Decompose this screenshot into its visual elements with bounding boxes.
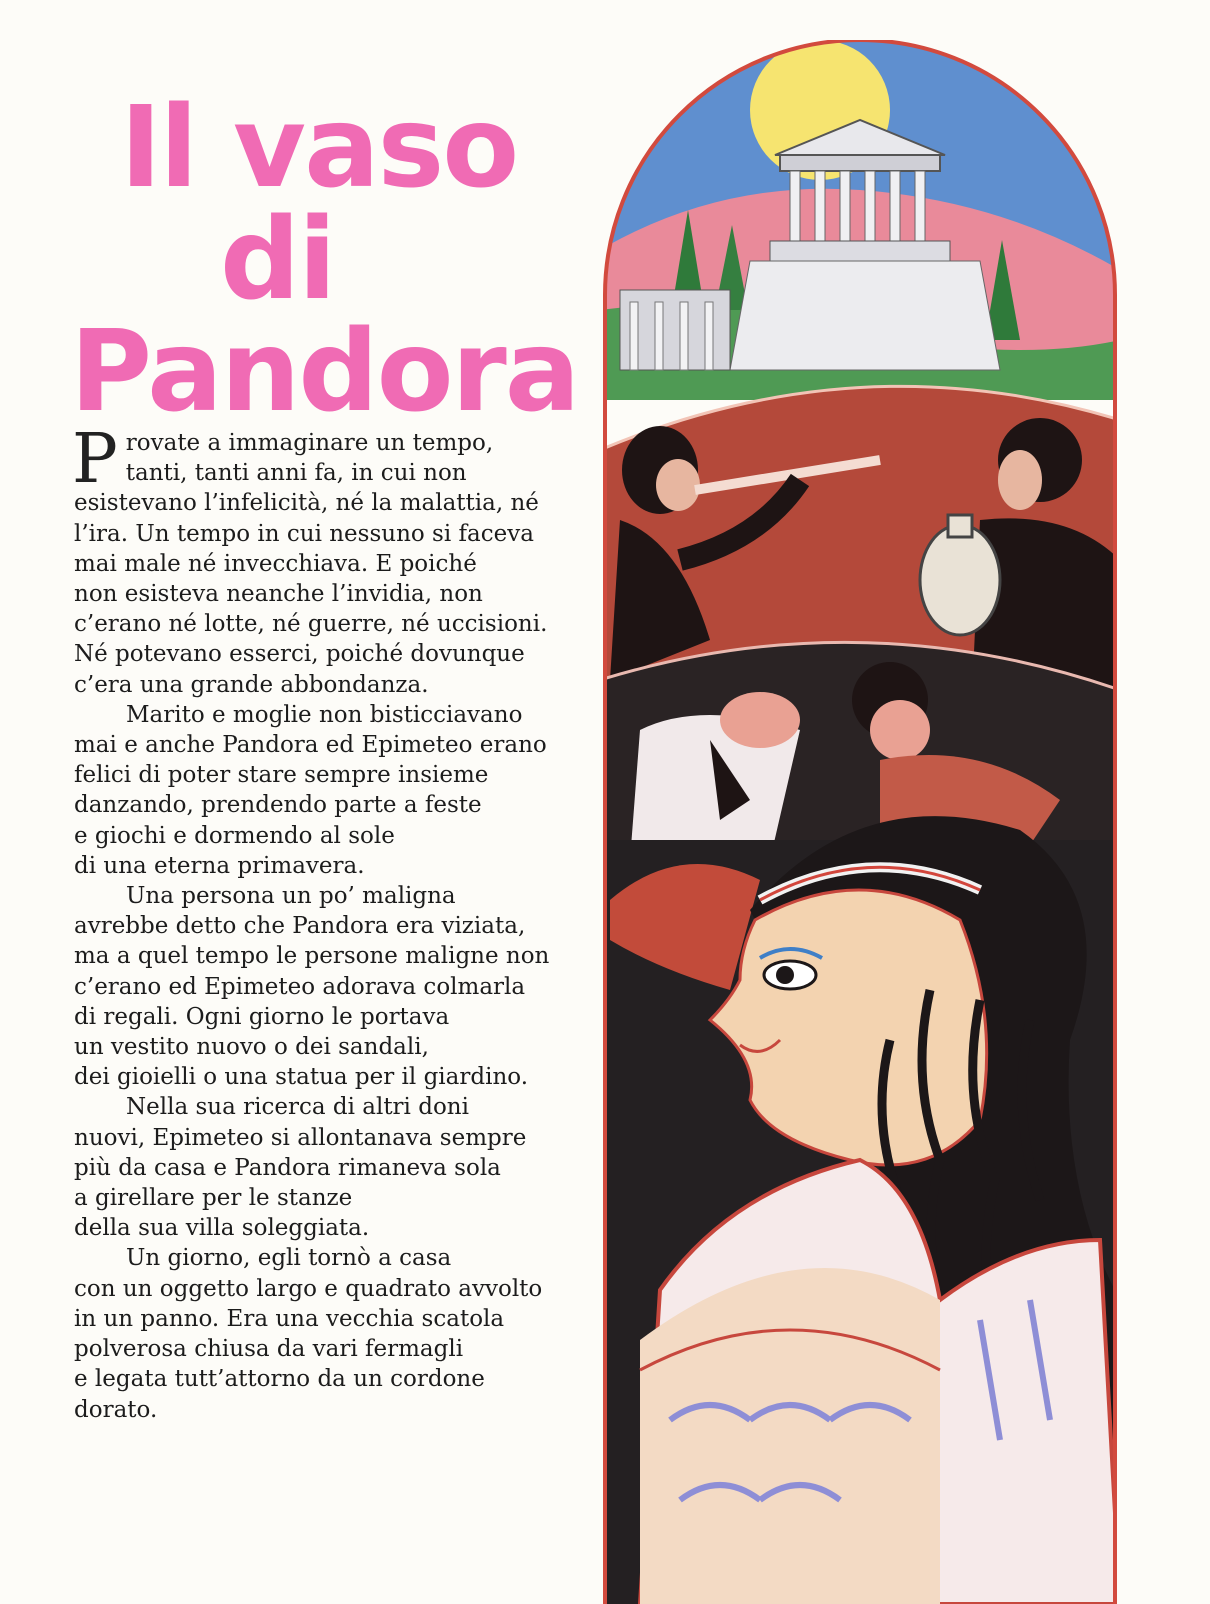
text-line: di regali. Ogni giorno le portava	[74, 1003, 450, 1030]
text-line: nuovi, Epimeteo si allontanava sempre	[74, 1124, 527, 1151]
text-line: di una eterna primavera.	[74, 852, 365, 879]
text-line: con un oggetto largo e quadrato avvolto	[74, 1275, 543, 1302]
text-line: polverosa chiusa da vari fermagli	[74, 1336, 464, 1363]
pandora-shoulder	[640, 1268, 940, 1604]
text-line: felici di poter stare sempre insieme	[74, 762, 489, 789]
paragraph-2	[74, 700, 594, 881]
text-line: Un giorno, egli tornò a casa	[126, 1245, 452, 1272]
text-line: mai e anche Pandora ed Epimeteo erano	[74, 732, 547, 759]
title-line-2: di	[220, 195, 335, 325]
text-line: a girellare per le stanze	[74, 1185, 353, 1212]
text-line: più da casa e Pandora rimaneva sola	[74, 1154, 501, 1181]
page-title	[70, 83, 590, 437]
text-line: della sua villa soleggiata.	[74, 1215, 370, 1242]
text-line: c’erano ed Epimeteo adorava colmarla	[74, 973, 526, 1000]
text-line: Nella sua ricerca di altri doni	[126, 1094, 469, 1121]
text-line: Né potevano esserci, poiché dovunque	[74, 641, 525, 668]
text-line: mai male né invecchiava. E poiché	[74, 550, 477, 577]
text-line: esistevano l’infelicità, né la malattia, né	[74, 490, 539, 517]
text-line: c’era una grande abbondanza.	[74, 671, 429, 698]
pandora-illustration	[600, 40, 1120, 1604]
text-line: avrebbe detto che Pandora era viziata,	[74, 913, 526, 940]
paragraph-1	[72, 420, 594, 700]
drop-cap: P	[72, 420, 118, 499]
title-line-1: Il vaso	[120, 83, 518, 213]
text-line: non esisteva neanche l’invidia, non	[74, 581, 483, 608]
text-line: danzando, prendendo parte a feste	[74, 792, 482, 819]
text-line: tanti, tanti anni fa, in cui non	[125, 460, 467, 487]
jug-icon	[920, 525, 1000, 635]
illustration-panel	[600, 40, 1120, 1604]
text-line: c’erano né lotte, né guerre, né uccisioni.	[74, 611, 548, 638]
story-text	[72, 420, 594, 1425]
text-line: Marito e moglie non bisticciavano	[126, 701, 523, 728]
text-line: rovate a immaginare un tempo,	[125, 430, 494, 456]
paragraph-3	[74, 881, 594, 1092]
title-line-3: Pandora	[70, 307, 579, 437]
text-line: e legata tutt’attorno da un cordone	[74, 1366, 485, 1393]
text-line: un vestito nuovo o dei sandali,	[74, 1034, 429, 1061]
paragraph-5	[74, 1243, 594, 1424]
text-line: Una persona un po’ maligna	[126, 883, 456, 910]
text-line: dorato.	[74, 1396, 158, 1423]
text-line: dei gioielli o una statua per il giardino.	[74, 1064, 529, 1091]
text-line: e giochi e dormendo al sole	[74, 822, 395, 849]
paragraph-4	[74, 1092, 594, 1243]
text-line: l’ira. Un tempo in cui nessuno si faceva	[74, 520, 534, 547]
text-line: in un panno. Era una vecchia scatola	[74, 1305, 505, 1332]
text-line: ma a quel tempo le persone maligne non	[74, 943, 550, 970]
